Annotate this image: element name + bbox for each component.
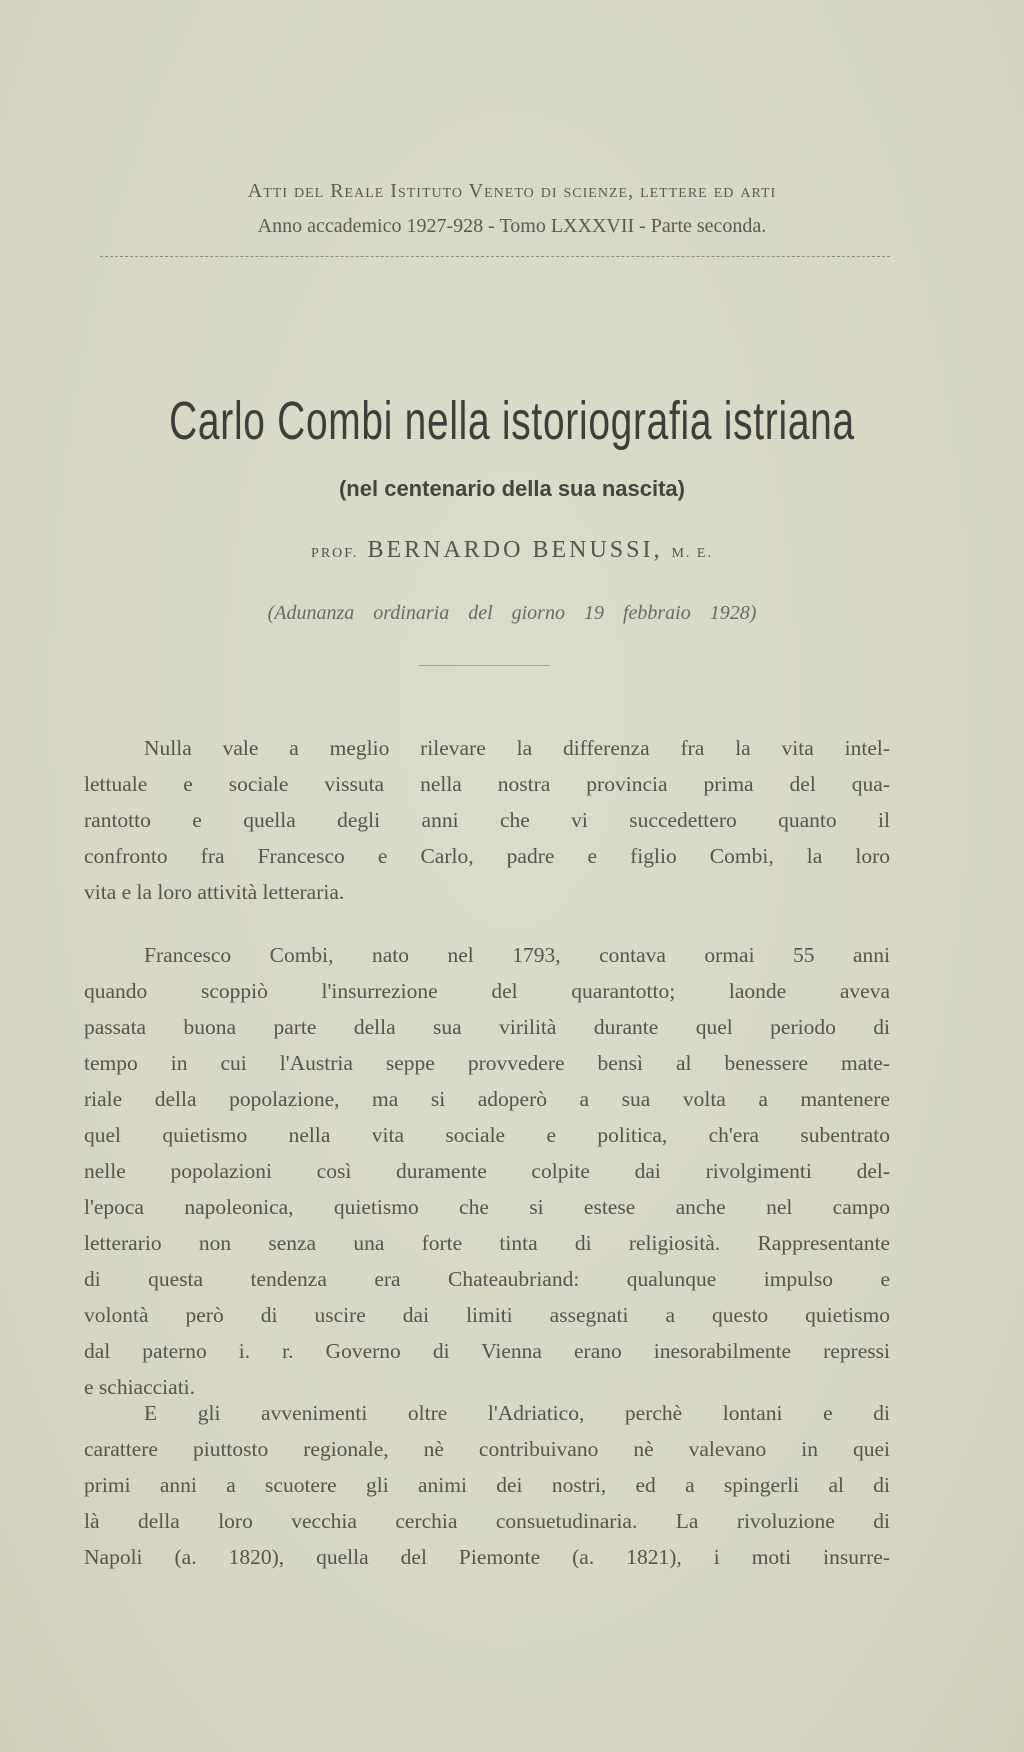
header-rule bbox=[100, 256, 890, 257]
text-line: nelle popolazioni così duramente colpite dai rivolgimenti del- bbox=[84, 1159, 890, 1183]
section-rule bbox=[418, 665, 550, 666]
text-line: E gli avvenimenti oltre l'Adriatico, perchè lontani e di bbox=[144, 1401, 890, 1425]
text-line: primi anni a scuotere gli animi dei nostri, ed a spingerli al di bbox=[84, 1473, 890, 1497]
text-line: volontà però di uscire dai limiti assegnati a questo quietismo bbox=[84, 1303, 890, 1327]
article-title: Carlo Combi nella istoriografia istriana bbox=[169, 391, 855, 451]
text-line: lettuale e sociale vissuta nella nostra provincia prima del qua- bbox=[84, 772, 890, 796]
text-line: confronto fra Francesco e Carlo, padre e figlio Combi, la loro bbox=[84, 844, 890, 868]
author-line bbox=[0, 537, 1024, 564]
text-line: tempo in cui l'Austria seppe provvedere bensì al benessere mate- bbox=[84, 1051, 890, 1075]
paragraph-2 bbox=[84, 937, 890, 1405]
text-line: là della loro vecchia cerchia consuetudinaria. La rivoluzione di bbox=[84, 1509, 890, 1533]
journal-header: Atti del Reale Istituto Veneto di scienze, lettere ed arti bbox=[247, 180, 777, 202]
text-line: dal paterno i. r. Governo di Vienna erano inesorabilmente repressi bbox=[84, 1339, 890, 1363]
author-name: BERNARDO BENUSSI, bbox=[367, 537, 663, 563]
text-line: di questa tendenza era Chateaubriand: qualunque impulso e bbox=[84, 1267, 890, 1291]
article-subtitle: (nel centenario della sua nascita) bbox=[338, 476, 685, 501]
author-suffix: M. E. bbox=[671, 546, 713, 561]
session-note: (Adunanza ordinaria del giorno 19 febbraio 1928) bbox=[267, 602, 757, 624]
paragraph-1 bbox=[84, 730, 890, 910]
text-line: rantotto e quella degli anni che vi succedettero quanto il bbox=[84, 808, 890, 832]
text-line: passata buona parte della sua virilità durante quel periodo di bbox=[84, 1015, 890, 1039]
text-line: Francesco Combi, nato nel 1793, contava ormai 55 anni bbox=[144, 943, 890, 967]
text-line: Napoli (a. 1820), quella del Piemonte (a. 1821), i moti insurre- bbox=[84, 1545, 890, 1569]
journal-volume-info: Anno accademico 1927-928 - Tomo LXXXVII - Parte seconda. bbox=[257, 215, 767, 237]
text-line: quel quietismo nella vita sociale e politica, ch'era subentrato bbox=[84, 1123, 890, 1147]
author-prefix: PROF. bbox=[311, 546, 359, 561]
text-line: l'epoca napoleonica, quietismo che si estese anche nel campo bbox=[84, 1195, 890, 1219]
text-line: e schiacciati. bbox=[84, 1375, 196, 1399]
text-line: Nulla vale a meglio rilevare la differenza fra la vita intel- bbox=[144, 736, 890, 760]
text-line: riale della popolazione, ma si adoperò a sua volta a mantenere bbox=[84, 1087, 890, 1111]
text-line: quando scoppiò l'insurrezione del quarantotto; laonde aveva bbox=[84, 979, 890, 1003]
text-line: letterario non senza una forte tinta di religiosità. Rappresentante bbox=[84, 1231, 890, 1255]
text-line: carattere piuttosto regionale, nè contribuivano nè valevano in quei bbox=[84, 1437, 890, 1461]
text-line: vita e la loro attività letteraria. bbox=[84, 880, 345, 904]
paragraph-3 bbox=[84, 1395, 890, 1575]
